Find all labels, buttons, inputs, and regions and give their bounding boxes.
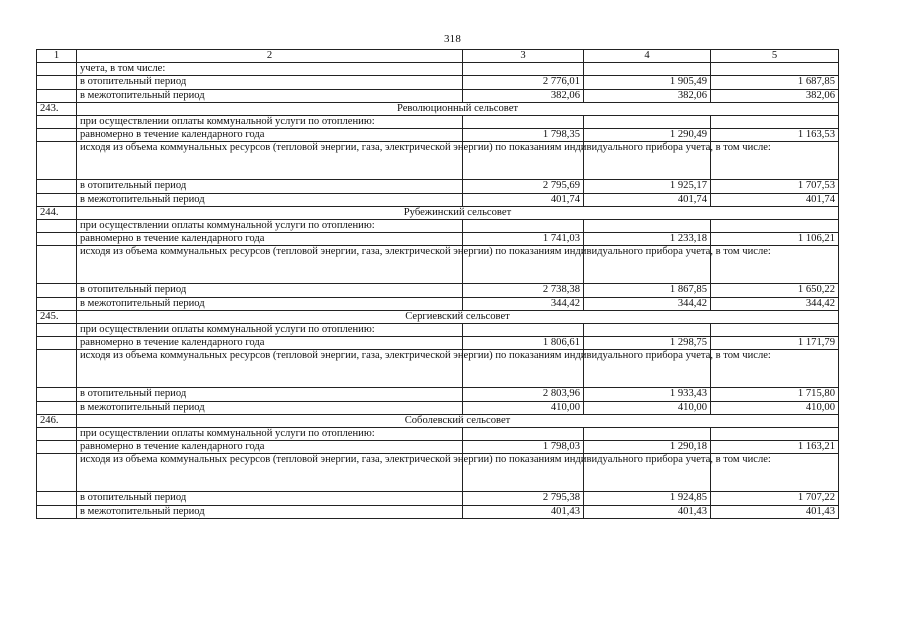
row-index-cell	[37, 142, 77, 180]
table-row	[37, 350, 839, 388]
value-col-4	[584, 116, 711, 129]
row-label: исходя из объема коммунальных ресурсов (тепловой энергии, газа, электрической энергии) по показаниям индивидуального прибора учета, в том числе:	[77, 454, 463, 492]
section-header-row	[37, 206, 839, 219]
table-row	[37, 297, 839, 310]
page-number: 318	[443, 33, 462, 45]
value-col-5	[711, 324, 839, 337]
column-number-4: 4	[584, 50, 711, 63]
value-col-3	[463, 116, 584, 129]
table-row	[37, 401, 839, 414]
value-col-3: 401,43	[463, 505, 584, 518]
value-col-4: 1 290,18	[584, 441, 711, 454]
section-name: Рубежинский сельсовет	[77, 206, 839, 219]
row-label: исходя из объема коммунальных ресурсов (тепловой энергии, газа, электрической энергии) по показаниям индивидуального прибора учета, в том числе:	[77, 142, 463, 180]
section-header-row	[37, 310, 839, 323]
section-name: Революционный сельсовет	[77, 102, 839, 115]
row-label: в межотопительный период	[77, 297, 463, 310]
table-row	[37, 337, 839, 350]
row-index-cell	[37, 505, 77, 518]
value-col-3	[463, 324, 584, 337]
table-row	[37, 193, 839, 206]
table-row	[37, 492, 839, 505]
value-col-5: 1 687,85	[711, 76, 839, 89]
value-col-3	[463, 220, 584, 233]
row-index-cell	[37, 233, 77, 246]
value-col-4	[584, 63, 711, 76]
table-row	[37, 63, 839, 76]
row-label: учета, в том числе:	[77, 63, 463, 76]
table-row	[37, 233, 839, 246]
row-index-cell	[37, 116, 77, 129]
row-index-cell	[37, 246, 77, 284]
row-label: в отопительный период	[77, 388, 463, 401]
table-row	[37, 220, 839, 233]
section-name: Сергиевский сельсовет	[77, 310, 839, 323]
row-label: при осуществлении оплаты коммунальной услуги по отоплению:	[77, 324, 463, 337]
row-label: в межотопительный период	[77, 505, 463, 518]
value-col-3: 2 795,69	[463, 180, 584, 193]
row-index-cell	[37, 129, 77, 142]
value-col-3: 2 795,38	[463, 492, 584, 505]
value-col-5	[711, 220, 839, 233]
row-index-cell	[37, 193, 77, 206]
value-col-4: 344,42	[584, 297, 711, 310]
value-col-5: 1 106,21	[711, 233, 839, 246]
table-row	[37, 505, 839, 518]
row-label: в межотопительный период	[77, 401, 463, 414]
value-col-4: 1 925,17	[584, 180, 711, 193]
row-label: при осуществлении оплаты коммунальной услуги по отоплению:	[77, 220, 463, 233]
value-col-5	[711, 428, 839, 441]
row-label: равномерно в течение календарного года	[77, 129, 463, 142]
table-row	[37, 324, 839, 337]
row-index-cell	[37, 76, 77, 89]
section-index: 244.	[37, 206, 77, 219]
value-col-3: 2 738,38	[463, 284, 584, 297]
column-number-3: 3	[463, 50, 584, 63]
value-col-5: 1 707,53	[711, 180, 839, 193]
row-label: в отопительный период	[77, 76, 463, 89]
value-col-5: 410,00	[711, 401, 839, 414]
value-col-5: 344,42	[711, 297, 839, 310]
row-index-cell	[37, 220, 77, 233]
section-index: 246.	[37, 414, 77, 427]
value-col-3: 1 798,35	[463, 129, 584, 142]
tariff-table-body	[37, 50, 839, 519]
row-index-cell	[37, 337, 77, 350]
row-label: равномерно в течение календарного года	[77, 441, 463, 454]
value-col-4: 1 905,49	[584, 76, 711, 89]
table-row	[37, 246, 839, 284]
row-label: исходя из объема коммунальных ресурсов (тепловой энергии, газа, электрической энергии) по показаниям индивидуального прибора учета, в том числе:	[77, 246, 463, 284]
value-col-4: 410,00	[584, 401, 711, 414]
column-number-5: 5	[711, 50, 839, 63]
row-index-cell	[37, 428, 77, 441]
row-index-cell	[37, 350, 77, 388]
section-index: 245.	[37, 310, 77, 323]
value-col-3: 1 741,03	[463, 233, 584, 246]
table-row	[37, 89, 839, 102]
value-col-3: 382,06	[463, 89, 584, 102]
value-col-5: 1 163,21	[711, 441, 839, 454]
row-label: исходя из объема коммунальных ресурсов (тепловой энергии, газа, электрической энергии) по показаниям индивидуального прибора учета, в том числе:	[77, 350, 463, 388]
column-number-1: 1	[37, 50, 77, 63]
row-label: в отопительный период	[77, 180, 463, 193]
value-col-5: 382,06	[711, 89, 839, 102]
table-row	[37, 454, 839, 492]
value-col-5	[711, 116, 839, 129]
column-number-row	[37, 50, 839, 63]
row-index-cell	[37, 284, 77, 297]
row-label: в межотопительный период	[77, 193, 463, 206]
row-index-cell	[37, 180, 77, 193]
row-index-cell	[37, 324, 77, 337]
section-name: Соболевский сельсовет	[77, 414, 839, 427]
value-col-4: 401,74	[584, 193, 711, 206]
table-row	[37, 388, 839, 401]
value-col-3: 344,42	[463, 297, 584, 310]
value-col-3	[463, 63, 584, 76]
value-col-4: 1 298,75	[584, 337, 711, 350]
row-index-cell	[37, 454, 77, 492]
row-index-cell	[37, 297, 77, 310]
table-row	[37, 76, 839, 89]
value-col-3: 410,00	[463, 401, 584, 414]
value-col-4: 1 933,43	[584, 388, 711, 401]
value-col-5	[711, 63, 839, 76]
row-label: в отопительный период	[77, 492, 463, 505]
table-row	[37, 180, 839, 193]
value-col-4: 1 924,85	[584, 492, 711, 505]
row-index-cell	[37, 89, 77, 102]
section-header-row	[37, 414, 839, 427]
row-label: равномерно в течение календарного года	[77, 337, 463, 350]
row-label: при осуществлении оплаты коммунальной услуги по отоплению:	[77, 428, 463, 441]
value-col-4: 382,06	[584, 89, 711, 102]
value-col-5: 1 707,22	[711, 492, 839, 505]
section-header-row	[37, 102, 839, 115]
value-col-4: 401,43	[584, 505, 711, 518]
row-index-cell	[37, 388, 77, 401]
row-index-cell	[37, 441, 77, 454]
value-col-4: 1 290,49	[584, 129, 711, 142]
value-col-4	[584, 324, 711, 337]
value-col-5: 1 163,53	[711, 129, 839, 142]
row-index-cell	[37, 492, 77, 505]
table-row	[37, 129, 839, 142]
value-col-3: 2 803,96	[463, 388, 584, 401]
row-index-cell	[37, 401, 77, 414]
value-col-4: 1 233,18	[584, 233, 711, 246]
value-col-3: 401,74	[463, 193, 584, 206]
section-index: 243.	[37, 102, 77, 115]
row-label: при осуществлении оплаты коммунальной услуги по отоплению:	[77, 116, 463, 129]
tariff-table	[36, 49, 839, 519]
value-col-5: 1 715,80	[711, 388, 839, 401]
value-col-3: 1 798,03	[463, 441, 584, 454]
row-label: в межотопительный период	[77, 89, 463, 102]
row-index-cell	[37, 63, 77, 76]
value-col-4	[584, 220, 711, 233]
table-row	[37, 284, 839, 297]
table-row	[37, 116, 839, 129]
value-col-3	[463, 428, 584, 441]
row-label: равномерно в течение календарного года	[77, 233, 463, 246]
value-col-4: 1 867,85	[584, 284, 711, 297]
value-col-4	[584, 428, 711, 441]
value-col-3: 2 776,01	[463, 76, 584, 89]
row-label: в отопительный период	[77, 284, 463, 297]
value-col-5: 401,43	[711, 505, 839, 518]
value-col-5: 401,74	[711, 193, 839, 206]
table-row	[37, 142, 839, 180]
value-col-3: 1 806,61	[463, 337, 584, 350]
value-col-5: 1 650,22	[711, 284, 839, 297]
column-number-2: 2	[77, 50, 463, 63]
table-row	[37, 428, 839, 441]
table-row	[37, 441, 839, 454]
value-col-5: 1 171,79	[711, 337, 839, 350]
